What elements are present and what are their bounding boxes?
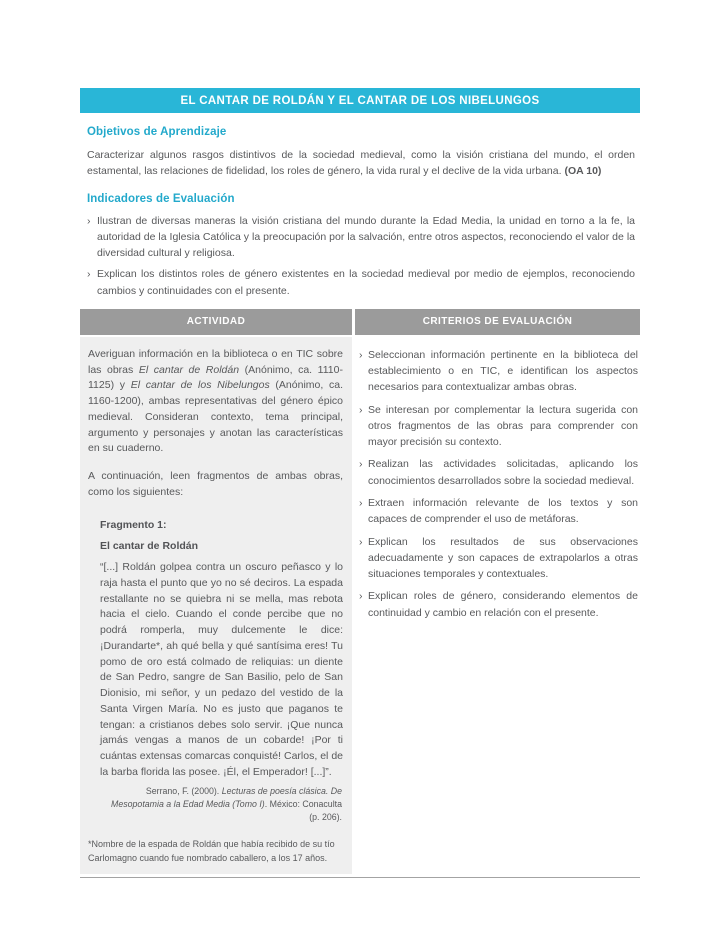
- criterios-list: [359, 347, 638, 621]
- actividad-cell: [80, 337, 352, 874]
- criterios-item: › Realizan las actividades solicitadas, aplicando los conocimientos desarrollados sobre la sociedad medieval.: [359, 456, 638, 489]
- criterios-item: › Extraen información relevante de los textos y son capaces de comprender el uso de metáforas.: [359, 495, 638, 528]
- table-header-row: [80, 309, 640, 335]
- objetivos-heading: Objetivos de Aprendizaje: [87, 126, 227, 138]
- footnote: *Nombre de la espada de Roldán que había recibido de su tío Carlomagno cuando fue nombrado caballero, a los 17 años.: [88, 839, 335, 863]
- page-content: [80, 88, 640, 878]
- criterios-cell: [355, 337, 640, 874]
- table-body-row: [80, 337, 640, 874]
- activity-table: [80, 309, 640, 878]
- indicadores-item: › Explican los distintos roles de género existentes en la sociedad medieval por medio de ejemplos, reconociendo cambios y continuidades con el presente.: [87, 266, 635, 299]
- objetivos-paragraph: Caracterizar algunos rasgos distintivos de la sociedad medieval, como la visión cristiana del mundo, el orden estamental, las relaciones de fidelidad, los roles de género, la vida rural y el declive de la vida urbana. (OA 10): [87, 149, 635, 178]
- objetivos-section: [80, 126, 640, 180]
- fragment-block: [100, 512, 343, 825]
- indicadores-list: [87, 213, 635, 299]
- criterios-item: › Explican roles de género, considerando elementos de continuidad y cambio en relación con el presente.: [359, 588, 638, 621]
- table-header-criterios: CRITERIOS DE EVALUACIÓN: [355, 309, 640, 335]
- indicadores-item: › Ilustran de diversas maneras la visión cristiana del mundo durante la Edad Media, la unidad en torno a la fe, la autoridad de la Iglesia Católica y la preocupación por la salvación, entre otros aspectos, reconociendo el valor de la diversidad cultural y religiosa.: [87, 213, 635, 262]
- document-title: EL CANTAR DE ROLDÁN Y EL CANTAR DE LOS NIBELUNGOS: [180, 94, 540, 107]
- fragment-title: El cantar de Roldán: [100, 540, 199, 553]
- actividad-paragraph-1: Averiguan información en la biblioteca o en TIC sobre las obras El cantar de Roldán (Anónimo, ca. 1110-1125) y El cantar de los Nibelungos (Anónimo, ca. 1160-1200), ambas representativas del género épico medieval. Consideran contexto, tema principal, argumento y personajes y anotan las características en su cuaderno.: [88, 347, 343, 455]
- table-header-actividad: ACTIVIDAD: [80, 309, 352, 335]
- fragment-quote: “[...] Roldán golpea contra un oscuro peñasco y lo raja hasta el punto que yo no sé deciros. La espada restallante no se quiebra ni se mella, mas rebota hacia el cielo. Cuando el conde percibe que no podrá romperla, muy dulcemente le dice: ¡Durandarte*, ah qué bella y qué santísima eres! Tu pomo de oro está colmado de reliquias: un diente de San Pedro, sangre de San Basilio, pelo de San Dionisio, mi señor, y un pedazo del vestido de la Santa Virgen María. No es justo que paganos te tengan: a cristianos debes solo servir. ¡Que nunca jamás vengas a manos de un cobarde! ¡Por ti cuántas extensas comarcas conquisté! Carlos, el de la barba florida las posee. ¡Él, el Emperador! [...]”.: [100, 561, 343, 778]
- document-title-bar: [80, 88, 640, 113]
- fragment-citation: Serrano, F. (2000). Lecturas de poesía clásica. De Mesopotamia a la Edad Media (Tomo I). México: Conaculta (p. 206).: [111, 785, 342, 822]
- indicadores-heading: Indicadores de Evaluación: [87, 192, 235, 205]
- fragment-label: Fragmento 1:: [100, 518, 167, 531]
- indicadores-section: [80, 193, 640, 299]
- actividad-paragraph-2: A continuación, leen fragmentos de ambas obras, como los siguientes:: [88, 470, 343, 498]
- criterios-item: › Se interesan por complementar la lectura sugerida con otros fragmentos de las obras para comprender con mayor precisión su contexto.: [359, 402, 638, 451]
- criterios-item: › Explican los resultados de sus observaciones adecuadamente y son capaces de extrapolarlos a otras situaciones temporales y contextuales.: [359, 534, 638, 583]
- criterios-item: › Seleccionan información pertinente en la biblioteca del establecimiento o en TIC, e identifican los aspectos necesarios para contextualizar ambas obras.: [359, 347, 638, 396]
